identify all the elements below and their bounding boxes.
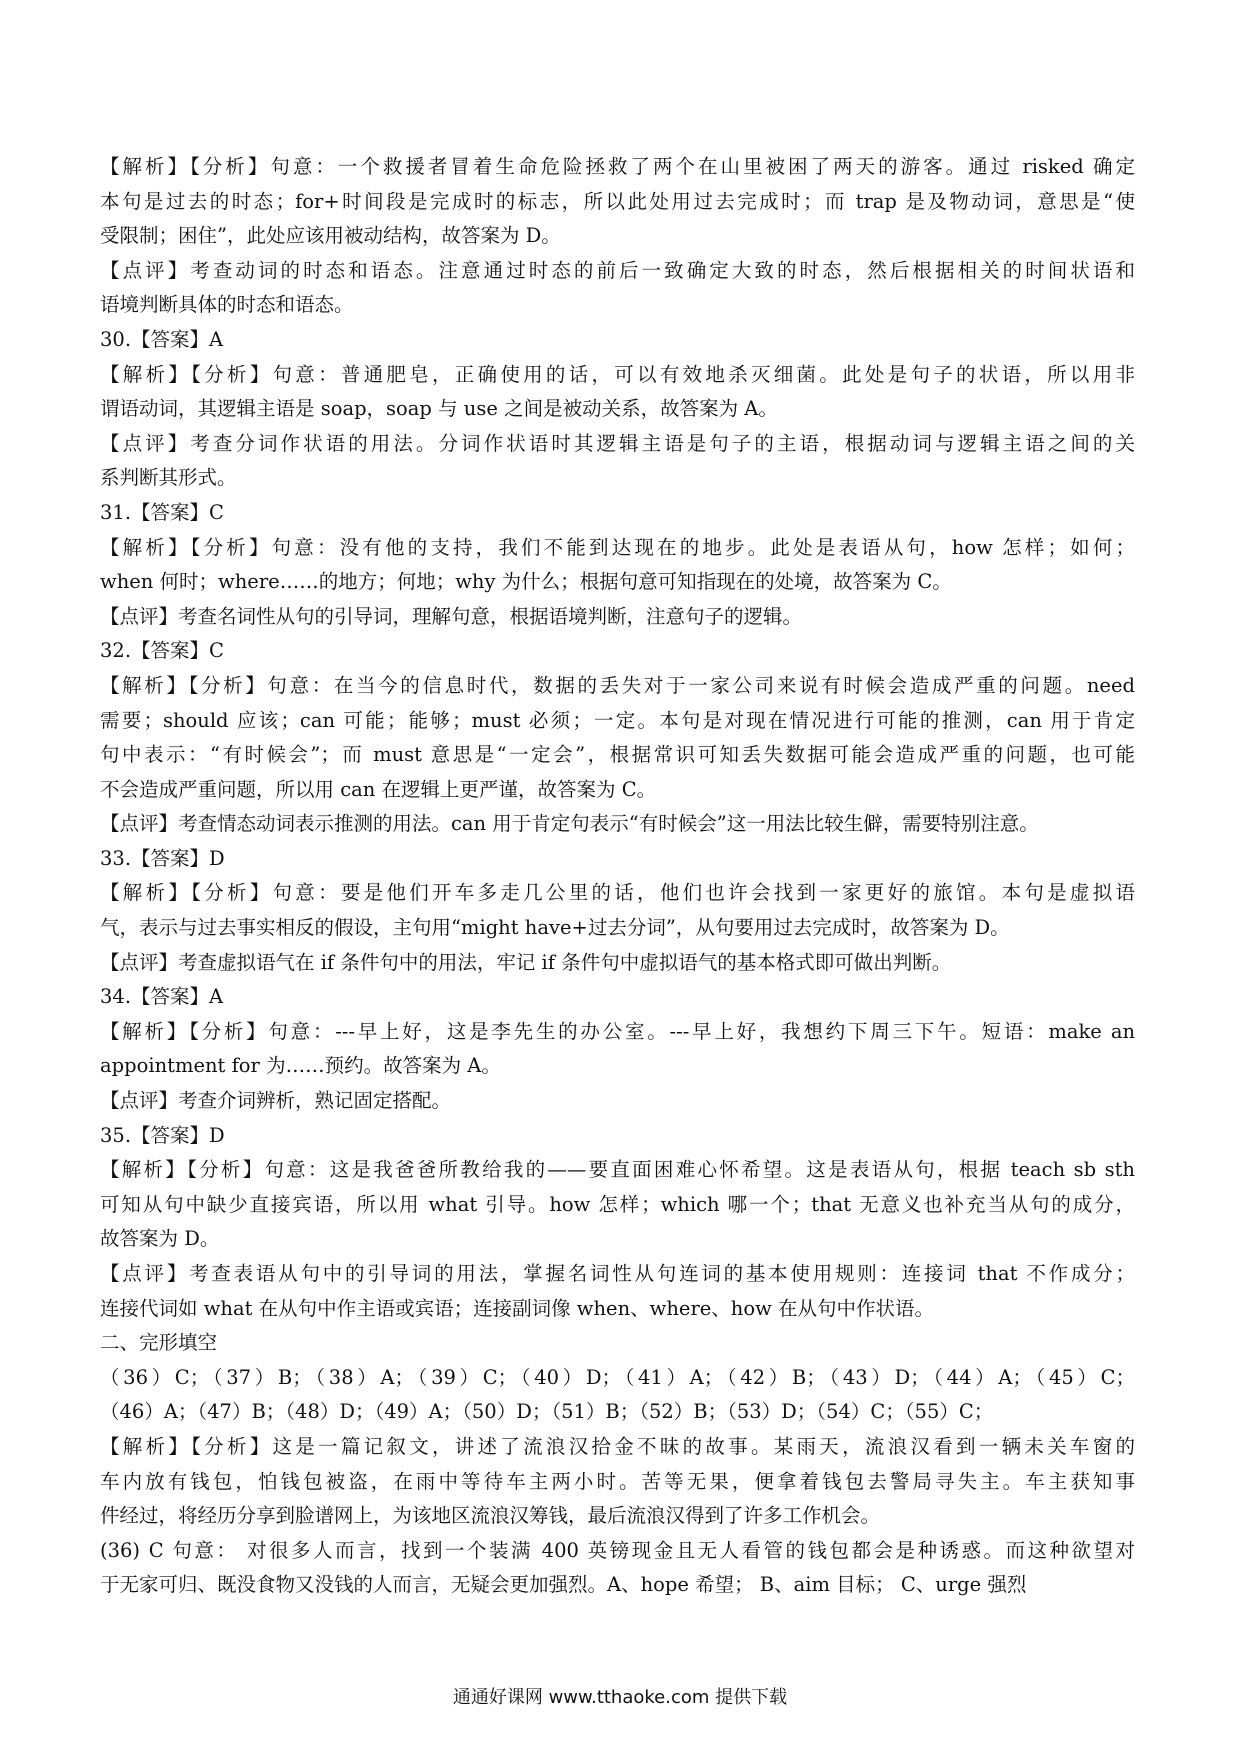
text-line: （36）C；（37）B；（38）A；（39）C；（40）D；（41）A；（42）B；（43）D；（44）A；（45）C； <box>100 1365 1135 1389</box>
text-line: 31.【答案】C <box>100 500 224 524</box>
text-line: 【解析】【分析】这是一篇记叙文，讲述了流浪汉拾金不昧的故事。某雨天，流浪汉看到一辆未关车窗的 <box>100 1434 1135 1458</box>
text-line: 【解析】【分析】句意：---早上好，这是李先生的办公室。---早上好，我想约下周三下午。短语：make an <box>100 1019 1135 1043</box>
text-line: 受限制；困住”，此处应该用被动结构，故答案为 D。 <box>100 224 561 248</box>
paragraph <box>100 150 1135 254</box>
paragraph <box>100 876 1135 945</box>
paragraph <box>100 1430 1135 1534</box>
text-line: (36) C 句意： 对很多人而言，找到一个装满 400 英镑现金且无人看管的钱包都会是种诱惑。而这种欲望对 <box>100 1538 1135 1562</box>
paragraph <box>100 1084 1135 1119</box>
paragraph <box>100 1361 1135 1430</box>
paragraph <box>100 358 1135 427</box>
text-line: 连接代词如 what 在从句中作主语或宾语；连接副词像 when、where、how 在从句中作状语。 <box>100 1296 934 1320</box>
text-line: 【解析】【分析】句意：一个救援者冒着生命危险拯救了两个在山里被困了两天的游客。通过 risked 确定 <box>100 155 1135 178</box>
paragraph <box>100 1015 1135 1084</box>
text-line: 系判断其形式。 <box>100 466 237 490</box>
paragraph <box>100 427 1135 496</box>
text-line: 【点评】考查情态动词表示推测的用法。can 用于肯定句表示“有时候会”这一用法比较生僻，需要特别注意。 <box>100 812 1039 836</box>
text-line: 于无家可归、既没食物又没钱的人而言，无疑会更加强烈。A、hope 希望； B、aim 目标； C、urge 强烈 <box>100 1573 1027 1597</box>
paragraph <box>100 1257 1135 1326</box>
text-line: 需要；should 应该；can 可能；能够；must 必须；一定。本句是对现在情况进行可能的推测，can 用于肯定 <box>100 708 1135 732</box>
paragraph <box>100 1326 1135 1361</box>
text-line: 二、完形填空 <box>100 1331 218 1355</box>
text-line: 句中表示：“有时候会”；而 must 意思是“一定会”，根据常识可知丢失数据可能会造成严重的问题，也可能 <box>100 743 1135 767</box>
text-line: 35.【答案】D <box>100 1123 225 1147</box>
text-line: 【解析】【分析】句意：在当今的信息时代，数据的丢失对于一家公司来说有时候会造成严重的问题。need <box>100 673 1135 697</box>
text-line: 30.【答案】A <box>100 327 224 351</box>
paragraph <box>100 600 1135 635</box>
paragraph <box>100 807 1135 842</box>
text-line: 【点评】考查动词的时态和语态。注意通过时态的前后一致确定大致的时态，然后根据相关的时间状语和 <box>100 258 1135 282</box>
text-line: 【点评】考查名词性从句的引导词，理解句意，根据语境判断，注意句子的逻辑。 <box>100 604 803 628</box>
text-line: 【点评】考查虚拟语气在 if 条件句中的用法，牢记 if 条件句中虚拟语气的基本格式即可做出判断。 <box>100 950 952 974</box>
text-line: 不会造成严重问题，所以用 can 在逻辑上更严谨，故答案为 C。 <box>100 777 657 801</box>
text-line: appointment for 为……预约。故答案为 A。 <box>100 1054 501 1078</box>
text-line: 【点评】考查介词辨析，熟记固定搭配。 <box>100 1089 452 1113</box>
text-line: 【点评】考查分词作状语的用法。分词作状语时其逻辑主语是句子的主语，根据动词与逻辑主语之间的关 <box>100 431 1135 455</box>
paragraph <box>100 1119 1135 1154</box>
paragraph <box>100 531 1135 600</box>
page-footer: 通通好课网 www.tthaoke.com 提供下载 <box>452 1687 788 1708</box>
text-line: 车内放有钱包，怕钱包被盗，在雨中等待车主两小时。苦等无果，便拿着钱包去警局寻失主。车主获知事 <box>100 1469 1135 1493</box>
text-line: 【解析】【分析】句意：普通肥皂，正确使用的话，可以有效地杀灭细菌。此处是句子的状语，所以用非 <box>100 362 1135 386</box>
text-line: 【解析】【分析】句意：要是他们开车多走几公里的话，他们也许会找到一家更好的旅馆。本句是虚拟语 <box>100 881 1135 905</box>
paragraph <box>100 323 1135 358</box>
text-line: （46）A；（47）B；（48）D；（49）A；（50）D；（51）B；（52）B；（53）D；（54）C；（55）C； <box>100 1400 994 1424</box>
text-line: 33.【答案】D <box>100 846 225 870</box>
text-line: 故答案为 D。 <box>100 1227 220 1251</box>
text-line: 【解析】【分析】句意：这是我爸爸所教给我的——要直面困难心怀希望。这是表语从句，根据 teach sb sth <box>100 1158 1135 1182</box>
text-line: 语境判断具体的时态和语态。 <box>100 293 354 317</box>
paragraph <box>100 634 1135 669</box>
text-line: 【点评】考查表语从句中的引导词的用法，掌握名词性从句连词的基本使用规则：连接词 that 不作成分； <box>100 1262 1135 1285</box>
text-line: 气，表示与过去事实相反的假设，主句用“might have+过去分词”，从句要用过去完成时，故答案为 D。 <box>100 916 1010 940</box>
paragraph <box>100 1153 1135 1257</box>
text-line: 可知从句中缺少直接宾语，所以用 what 引导。how 怎样；which 哪一个；that 无意义也补充当从句的成分， <box>100 1192 1135 1216</box>
paragraph <box>100 1534 1135 1603</box>
document-body <box>100 150 1135 1603</box>
text-line: 件经过，将经历分享到脸谱网上，为该地区流浪汉筹钱，最后流浪汉得到了许多工作机会。 <box>100 1504 881 1528</box>
text-line: 本句是过去的时态；for+时间段是完成时的标志，所以此处用过去完成时；而 trap 是及物动词，意思是“使 <box>100 189 1135 213</box>
paragraph <box>100 254 1135 323</box>
paragraph <box>100 496 1135 531</box>
text-line: when 何时；where……的地方；何地；why 为什么；根据句意可知指现在的处境，故答案为 C。 <box>100 570 952 594</box>
paragraph <box>100 946 1135 981</box>
text-line: 34.【答案】A <box>100 985 224 1009</box>
text-line: 【解析】【分析】句意：没有他的支持，我们不能到达现在的地步。此处是表语从句，how 怎样；如何； <box>100 535 1135 559</box>
text-line: 谓语动词，其逻辑主语是 soap，soap 与 use 之间是被动关系，故答案为 A。 <box>100 397 778 421</box>
paragraph <box>100 980 1135 1015</box>
text-line: 32.【答案】C <box>100 639 224 663</box>
paragraph <box>100 842 1135 877</box>
paragraph <box>100 669 1135 807</box>
